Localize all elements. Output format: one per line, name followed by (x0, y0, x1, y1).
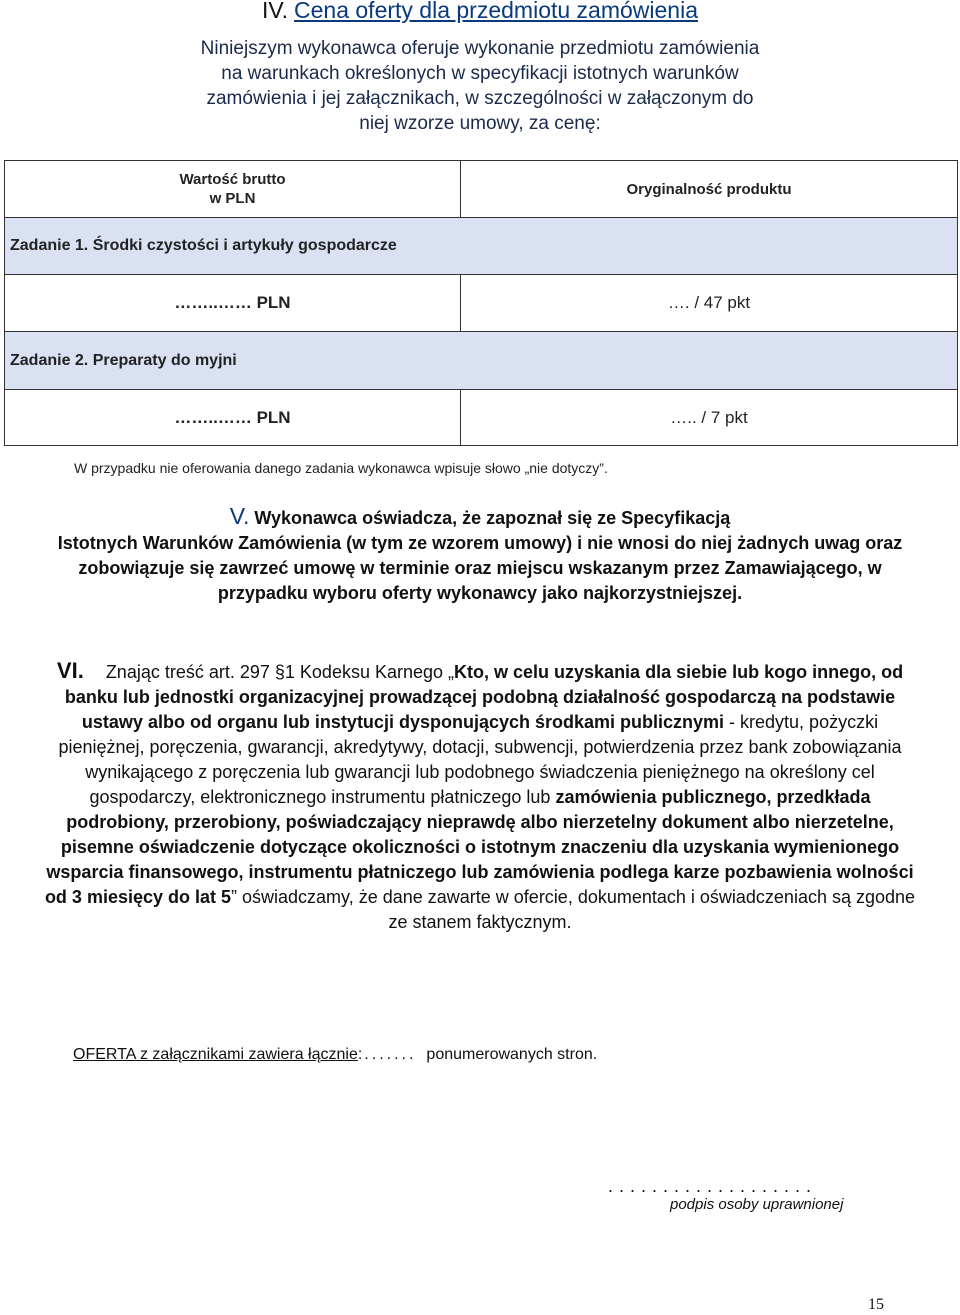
task-2-score-field[interactable]: ….. / 7 pkt (460, 389, 958, 446)
section-4-intro (100, 36, 860, 136)
task-1-score-field[interactable]: …. / 47 pkt (460, 274, 958, 332)
signature-label: podpis osoby uprawnionej (670, 1196, 844, 1213)
offer-table (4, 160, 958, 446)
section-6-normal-2: ” oświadczamy, że dane zawarte w ofercie, dokumentach i oświadczeniach są zgodne ze stanem faktycznym. (231, 887, 916, 932)
offer-pages-colon: : (357, 1046, 363, 1063)
section-4-heading (0, 0, 960, 24)
header-gross-value (4, 160, 461, 218)
header-gross-value-line1: Wartość brutto (179, 171, 286, 188)
section-5-text-first: Wykonawca oświadcza, że zapoznał się ze Specyfikacją (249, 508, 731, 528)
section-6-bold-2: zamówienia publicznego, przedkłada podrobiony, przerobiony, poświadczający nieprawdę albo nierzetelny dokument albo nierzetelne, pisemne oświadczenie dotyczące okoliczności o istotnym znaczeniu dla uzyskania wymienionego wsparcia finansowego, instrumentu płatniczego lub zamówienia podlega karze pozbawienia wolności od 3 miesięcy do lat 5 (44, 787, 914, 907)
header-originality: Oryginalność produktu (460, 160, 958, 218)
section-6-normal-1: - kredytu, pożyczki pieniężnej, poręczenia, gwarancji, akredytywy, dotacji, subwencji, potwierdzenia przez bank zobowiązania wynikającego z poręczenia lub gwarancji lub podobnego świadczenia pieniężnego na określony cel gospodarczy, elektronicznego instrumentu płatniczego lub (58, 712, 902, 807)
offer-pages-suffix: ponumerowanych stron. (426, 1046, 598, 1063)
signature-field[interactable]: ................... (608, 1176, 818, 1196)
task-2-value-field[interactable]: ……..…… PLN (4, 389, 461, 446)
intro-line: niej wzorze umowy, za cenę: (359, 113, 601, 134)
section-4-number: IV. (262, 0, 289, 23)
task-1-row: Zadanie 1. Środki czystości i artykuły gospodarcze (4, 217, 958, 275)
intro-line: Niniejszym wykonawca oferuje wykonanie przedmiotu zamówienia (200, 38, 760, 59)
section-5-text-rest: Istotnych Warunków Zamówienia (w tym ze wzorem umowy) i nie wnosi do niej żadnych uwag oraz zobowiązuje się zawrzeć umowę w terminie oraz miejscu wskazanym przez Zamawiającego, w przypadku wyboru oferty wykonawcy jako najkorzystniejszej. (57, 533, 903, 603)
not-applicable-note: W przypadku nie oferowania danego zadania wykonawca wpisuje słowo „nie dotyczy”. (74, 460, 608, 476)
page-number: 15 (868, 1296, 884, 1313)
header-gross-value-line2: w PLN (209, 190, 256, 207)
section-6-bold-1: Kto, w celu uzyskania dla siebie lub kogo innego, od banku lub jednostki organizacyjnej prowadzącej podobną działalność gospodarczą na podstawie ustawy albo od organu lub instytucji dysponujących środkami publicznymi (64, 662, 904, 732)
offer-pages-count-field[interactable]: ....... (364, 1046, 417, 1063)
section-4-title: Cena oferty dla przedmiotu zamówienia (294, 0, 698, 23)
task-1-value-field[interactable]: ……..…… PLN (4, 274, 461, 332)
intro-line: zamówienia i jej załącznikach, w szczególności w załączonym do (206, 88, 754, 109)
offer-pages-label: OFERTA z załącznikami zawiera łącznie (73, 1046, 358, 1063)
offer-pages-line (73, 1046, 597, 1064)
section-5-number: V. (229, 503, 250, 529)
section-6-statement (40, 658, 920, 935)
task-2-row: Zadanie 2. Preparaty do myjni (4, 331, 958, 390)
section-6-intro: Znając treść art. 297 §1 Kodeksu Karnego „ (105, 662, 455, 682)
intro-line: na warunkach określonych w specyfikacji istotnych warunków (221, 63, 739, 84)
section-5-statement (40, 504, 920, 606)
section-6-number: VI. (56, 658, 84, 683)
